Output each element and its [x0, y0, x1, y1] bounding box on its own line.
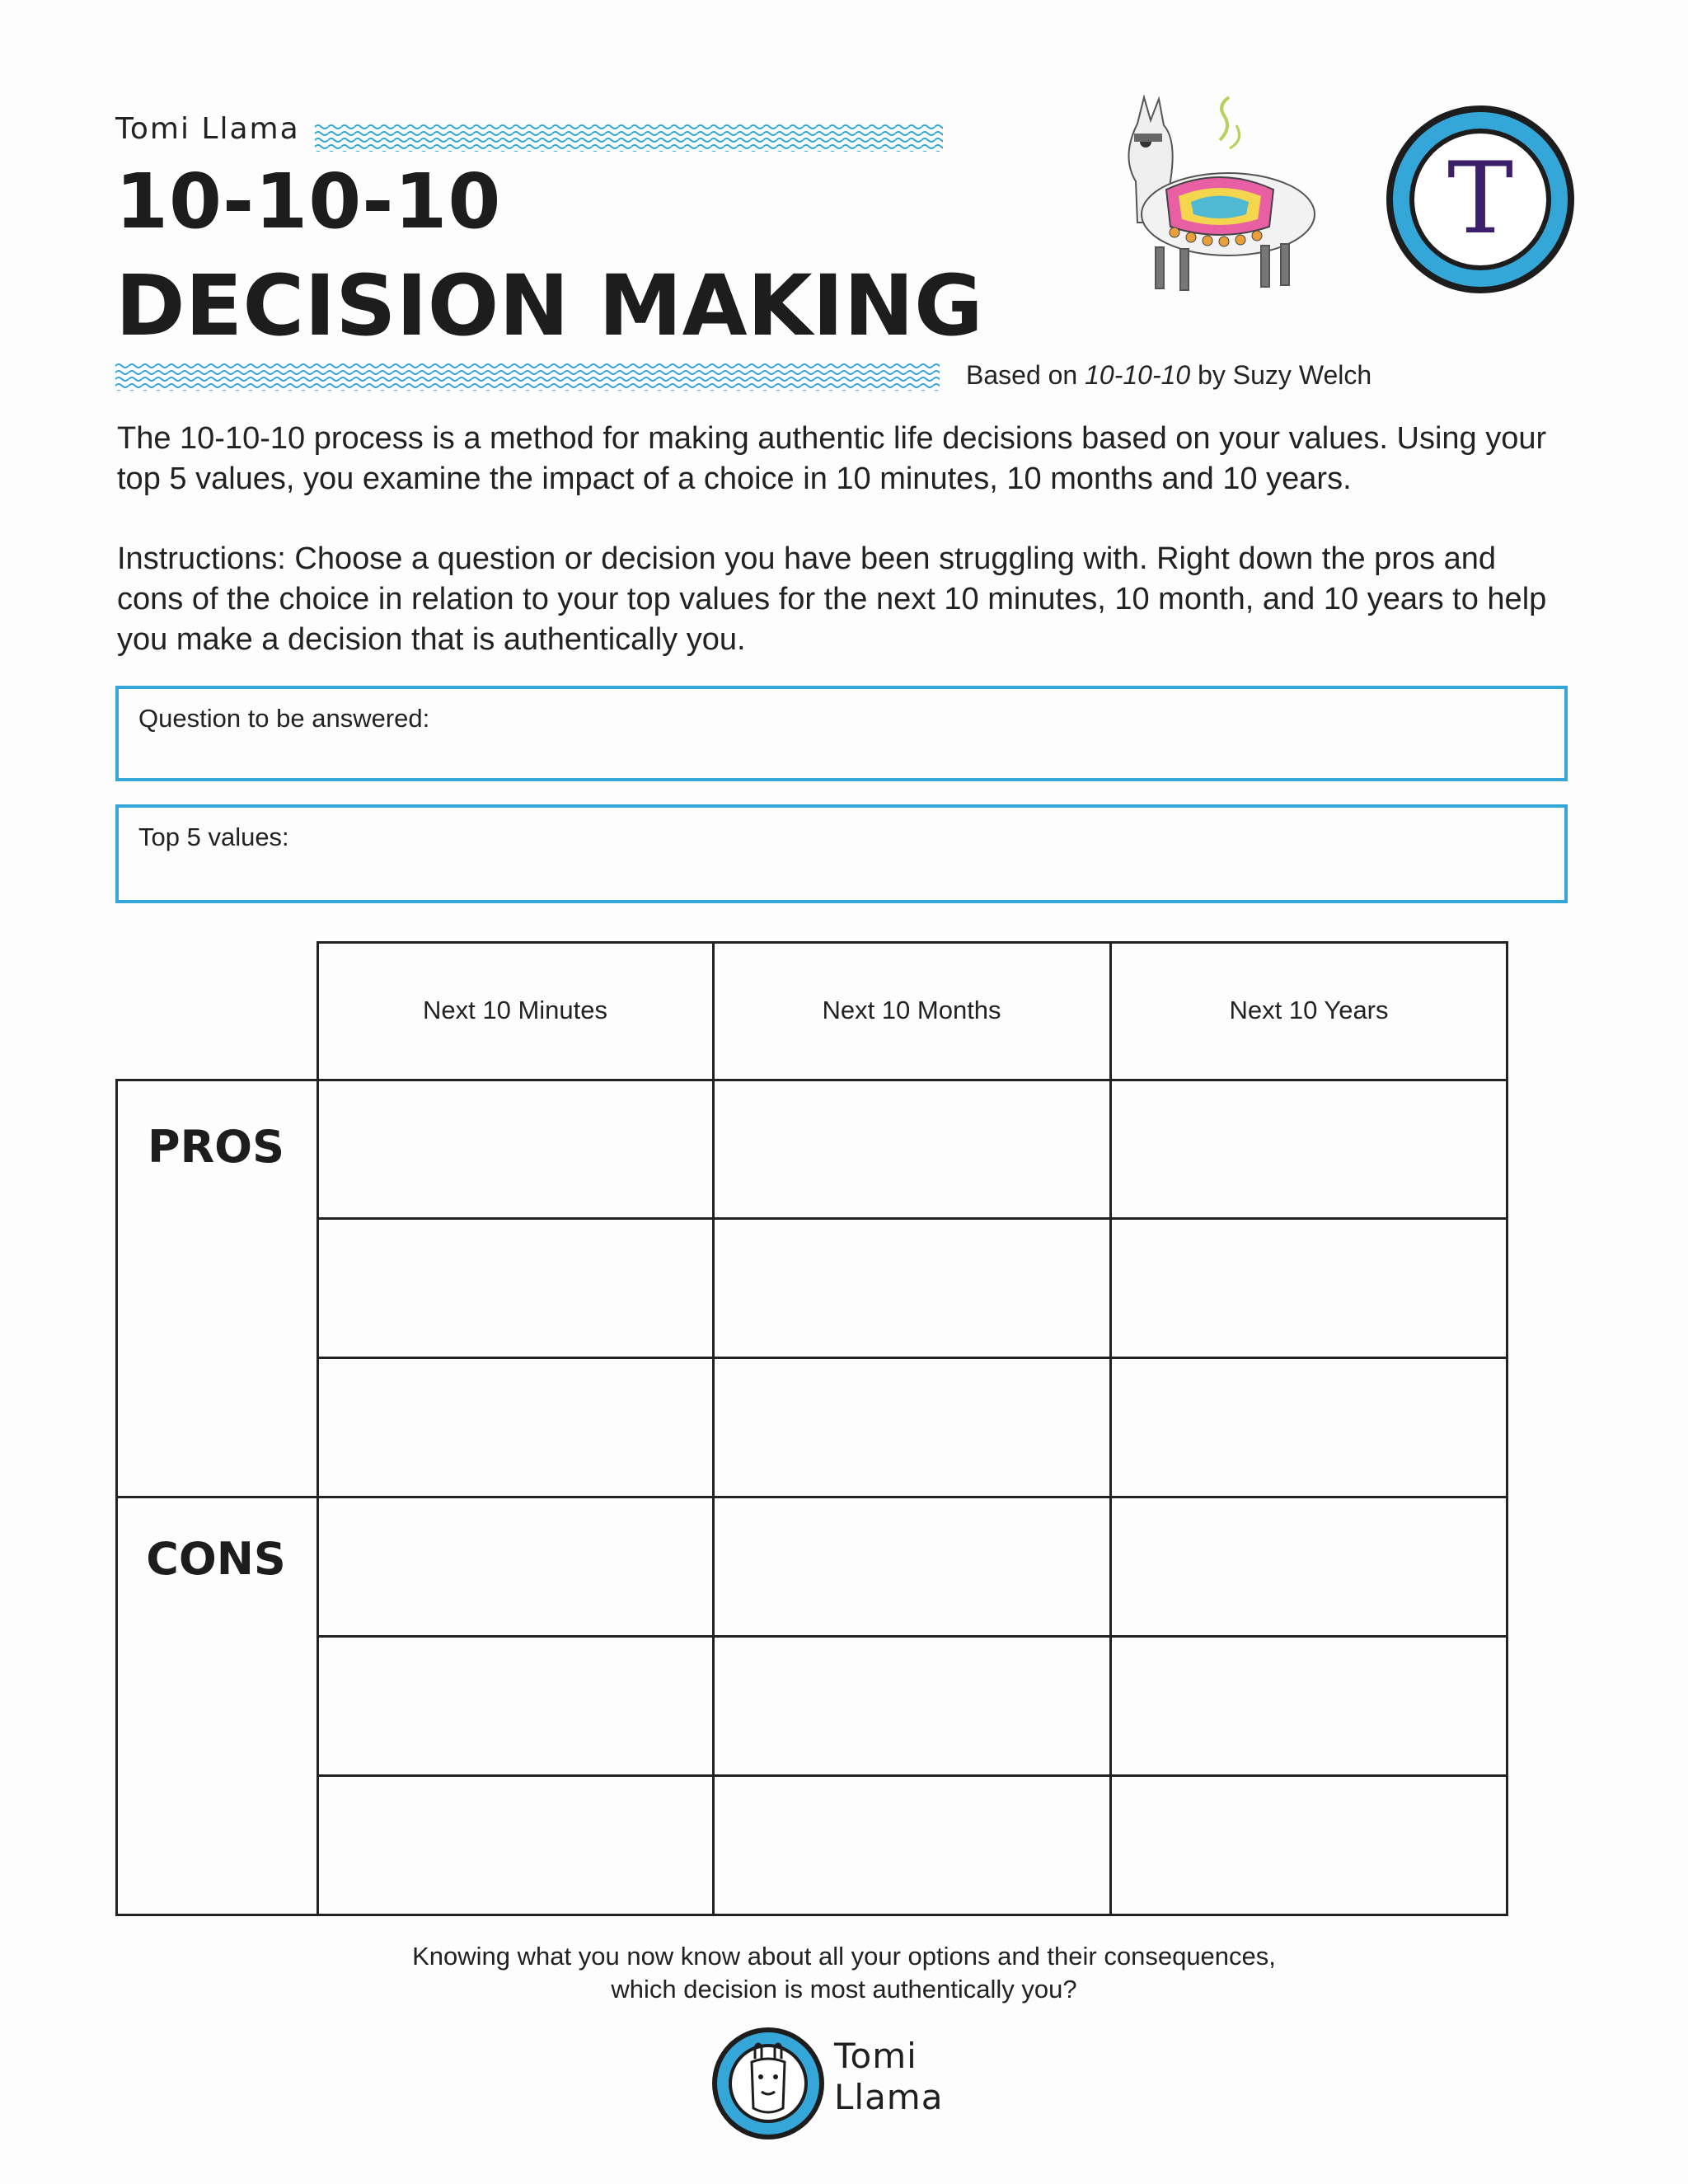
footer-brand-line-1: Tomi — [834, 2036, 917, 2076]
attribution-suffix: by Suzy Welch — [1198, 360, 1372, 390]
closing-line-2: which decision is most authentically you? — [611, 1975, 1077, 2004]
attribution — [966, 360, 1372, 391]
pros-cell-months-2[interactable] — [715, 1220, 1109, 1357]
cons-cell-years-1[interactable] — [1112, 1498, 1506, 1635]
cons-cell-months-3[interactable] — [715, 1777, 1109, 1914]
title-line-2: DECISION MAKING — [115, 257, 983, 355]
question-field-label: Question to be answered: — [138, 704, 430, 733]
top-values-field[interactable] — [115, 804, 1568, 903]
cons-cell-minutes-3[interactable] — [319, 1777, 712, 1914]
column-header-years: Next 10 Years — [1229, 996, 1389, 1024]
closing-question — [0, 1940, 1688, 2006]
column-header-months: Next 10 Months — [822, 996, 1001, 1024]
pros-cell-minutes-2[interactable] — [319, 1220, 712, 1357]
footer-brand — [834, 2036, 943, 2118]
pros-cell-months-1[interactable] — [715, 1081, 1109, 1217]
pros-cell-years-1[interactable] — [1112, 1081, 1506, 1217]
attribution-prefix: Based on — [966, 360, 1078, 390]
pros-cell-months-3[interactable] — [715, 1359, 1109, 1496]
footer-llama-logo-icon — [710, 2026, 826, 2141]
intro-paragraph: The 10-10-10 process is a method for making authentic life decisions based on your values. Using your top 5 values, you examine the impact of a choice in 10 minutes, 10 months and 10 years. — [117, 421, 1547, 496]
logo-letter: T — [1447, 142, 1514, 256]
cons-cell-months-1[interactable] — [715, 1498, 1109, 1635]
instructions-paragraph: Instructions: Choose a question or decision you have been struggling with. Right down the pros and cons of the choice in relation to your top values for the next 10 minutes, 10 month, and 10 years to help you make a decision that is authentically you. — [117, 541, 1547, 657]
pros-cell-minutes-3[interactable] — [319, 1359, 712, 1496]
pros-label: PROS — [148, 1121, 284, 1173]
pros-cell-years-3[interactable] — [1112, 1359, 1506, 1496]
wave-divider-top — [315, 124, 943, 152]
llama-illustration — [1104, 91, 1319, 305]
pros-cell-minutes-1[interactable] — [319, 1081, 712, 1217]
cons-cell-years-3[interactable] — [1112, 1777, 1506, 1914]
cons-cell-years-2[interactable] — [1112, 1638, 1506, 1774]
wave-divider-bottom — [115, 363, 940, 391]
cons-cell-months-2[interactable] — [715, 1638, 1109, 1774]
question-field[interactable] — [115, 686, 1568, 781]
top-values-field-label: Top 5 values: — [138, 823, 289, 851]
cons-cell-minutes-1[interactable] — [319, 1498, 712, 1635]
footer-brand-line-2: Llama — [834, 2077, 944, 2117]
cons-label: CONS — [146, 1533, 286, 1585]
t-logo-icon — [1381, 101, 1579, 298]
cons-cell-minutes-2[interactable] — [319, 1638, 712, 1774]
closing-line-1: Knowing what you now know about all your options and their consequences, — [412, 1942, 1276, 1971]
column-header-minutes: Next 10 Minutes — [423, 996, 607, 1024]
brand-name: Tomi Llama — [115, 112, 300, 146]
pros-cell-years-2[interactable] — [1112, 1220, 1506, 1357]
title-line-1: 10-10-10 — [115, 157, 502, 246]
attribution-book-title: 10-10-10 — [1085, 360, 1191, 390]
